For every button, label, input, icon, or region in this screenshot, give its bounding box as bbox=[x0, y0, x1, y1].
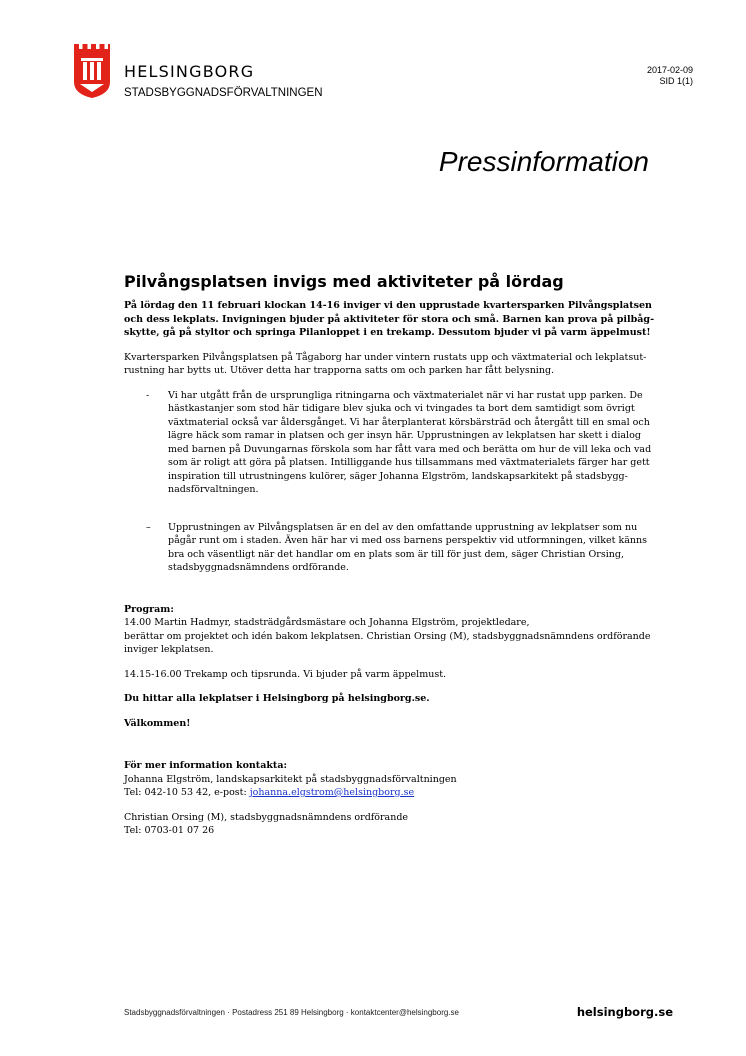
footer-address: Stadsbyggnadsförvaltningen · Postadress 251 89 Helsingborg · kontaktcenter@helsingborg.se bbox=[124, 1008, 459, 1017]
contact-details bbox=[124, 786, 656, 800]
contact-tel: Tel: 0703-01 07 26 bbox=[124, 825, 215, 836]
quote-item bbox=[124, 389, 656, 497]
contact-name: Johanna Elgström, landskapsarkitekt på stadsbyggnadsförvaltningen bbox=[124, 773, 457, 785]
org-department: STADSBYGGNADSFÖRVALTNINGEN bbox=[124, 87, 323, 99]
quote-text: Vi har utgått från de ursprungliga ritningarna och växtmaterialet när vi har rustat upp parken. De hästkastanjer som stod här tidigare blev sjuka och vi tvingades ta bort dem samtidigt som övrigt växtmaterial också var åldersgånget. Vi har återplanterat körsbärsträd och återgått till en smal och lägre häck som ramar in platsen och ger insyn här. Upprustningen av lekplatsen har skett i dialog med barnen på Duvungarnas förskola som har fått vara med och berätta om hur de vill leka och vad som är roligt att göra på platsen. Intilliggande hus tillsammans med växtmaterialets färger har gett inspiration till utrustningens kulörer, säger Johanna Elgström, landskapsarkitekt på stadsbyggnadsförvaltningen. bbox=[168, 389, 652, 495]
org-name: HELSINGBORG bbox=[124, 62, 255, 81]
contact-label: För mer information kontakta: bbox=[124, 760, 287, 771]
document-type: Pressinformation bbox=[438, 146, 649, 177]
bullet: - bbox=[146, 389, 150, 401]
contact-name: Christian Orsing (M), stadsbyggnadsnämndens ordförande bbox=[124, 811, 409, 823]
quote-text: Upprustningen av Pilvångsplatsen är en del av den omfattande upprustning av lekplatser som nu pågår runt om i staden. Även här har vi med oss barnens perspektiv vid utformningen, vilket känns bra och väsentligt när det handlar om en plats som är till för just dem, säger Christian Orsing, stadsbyggnadsnämndens ordförande. bbox=[168, 521, 648, 573]
program-label: Program: bbox=[124, 603, 174, 615]
page-number: SID 1(1) bbox=[659, 76, 693, 86]
document-meta bbox=[647, 65, 693, 87]
find-more-text: Du hittar alla lekplatser i Helsingborg på helsingborg.se. bbox=[124, 693, 430, 704]
quote-item bbox=[124, 521, 656, 575]
bullet: – bbox=[146, 521, 151, 533]
program-item: 14.15-16.00 Trekamp och tipsrunda. Vi bjuder på varm äppelmust. bbox=[124, 668, 447, 680]
welcome-text: Välkommen! bbox=[124, 717, 191, 729]
contact-tel: Tel: 042-10 53 42, e-post: bbox=[124, 787, 250, 798]
program-item: 14.00 Martin Hadmyr, stadsträdgårdsmästare och Johanna Elgström, projektledare, bbox=[124, 617, 530, 628]
article-lead: På lördag den 11 februari klockan 14-16 inviger vi den upprustade kvartersparken Pilvångsplatsen och dess lekplats. Invigningen bjuder på aktiviteter för stora och små. Barnen kan prova på pilbågskytte, gå på styltor och springa Pilanloppet i en trekamp. Dessutom bjuder vi på varm äppelmust! bbox=[124, 300, 655, 338]
contact-email-link[interactable]: johanna.elgstrom@helsingborg.se bbox=[249, 787, 415, 798]
program-item-continued: berättar om projektet och idén bakom lekplatsen. Christian Orsing (M), stadsbyggnadsnämndens ordförande inviger lekplatsen. bbox=[124, 630, 651, 655]
quote-list bbox=[124, 389, 656, 575]
helsingborg-crest-icon bbox=[74, 44, 110, 98]
document-date: 2017-02-09 bbox=[646, 65, 693, 75]
footer-brand: helsingborg.se bbox=[576, 1005, 673, 1019]
article-body bbox=[124, 299, 656, 838]
article-intro: Kvartersparken Pilvångsplatsen på Tågaborg har under vintern rustats upp och växtmaterial och lekplatsutrustning har bytts ut. Utöver detta har trapporna satts om och parken har fått belysning. bbox=[124, 351, 647, 376]
article-title: Pilvångsplatsen invigs med aktiviteter på lördag bbox=[124, 272, 564, 291]
